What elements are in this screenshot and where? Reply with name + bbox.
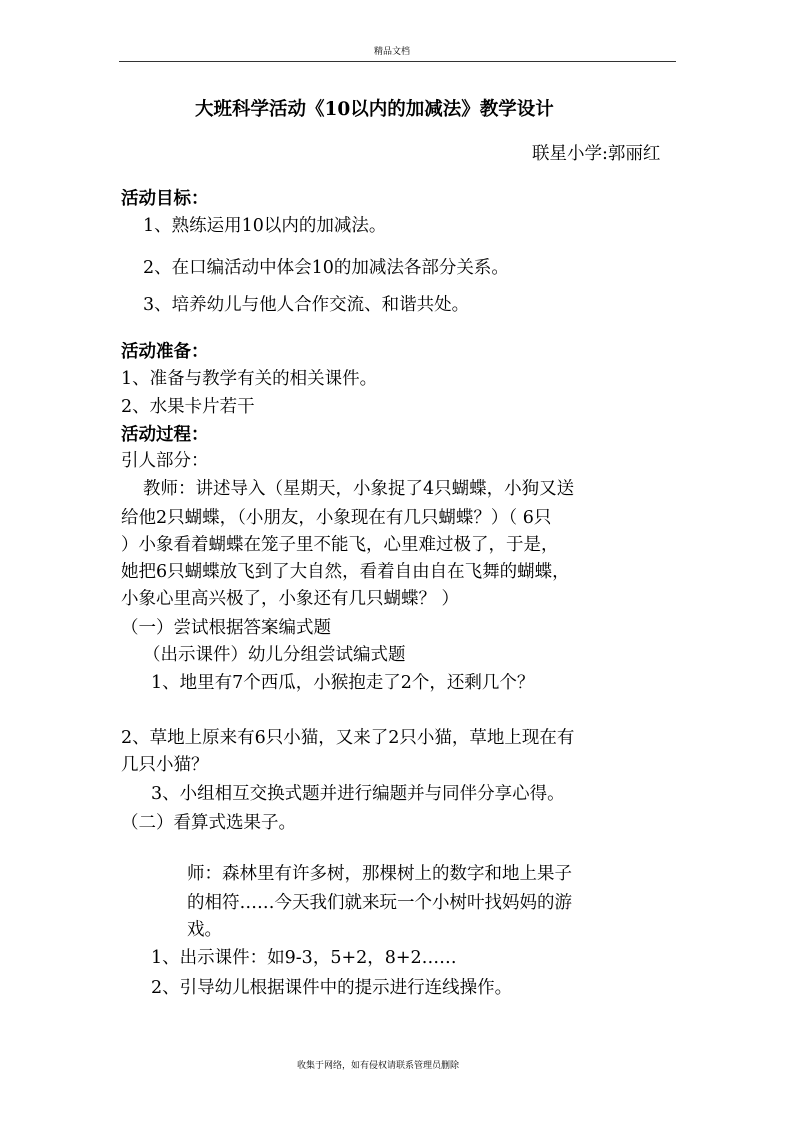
teacher-line: 的相符……今天我们就来玩一个小树叶找妈妈的游 (187, 893, 572, 913)
story-line: 给他2只蝴蝶，（小朋友，小象现在有几只蝴蝶？）（ 6只 (121, 508, 552, 528)
goal-item: 1、熟练运用10以内的加减法。 (143, 216, 387, 236)
step-2: 2、引导幼儿根据课件中的提示进行连线操作。 (151, 978, 513, 998)
goal-item: 2、在口编活动中体会10的加减法各部分关系。 (143, 258, 509, 278)
step-1: 1、出示课件：如9-3，5+2，8+2…… (151, 948, 457, 968)
story-line: ）小象看着蝴蝶在笼子里不能飞，心里难过极了，于是， (121, 535, 559, 555)
process-heading: 活动过程： (121, 425, 209, 445)
intro-label: 引人部分： (121, 451, 209, 471)
teacher-line: 师：森林里有许多树，那棵树上的数字和地上果子 (187, 864, 572, 884)
question-3: 3、小组相互交换式题并进行编题并与同伴分享心得。 (151, 784, 565, 804)
goals-heading: 活动目标： (121, 189, 209, 209)
part1-subtitle: （出示课件）幼儿分组尝试编式题 (143, 645, 406, 665)
teacher-line: 戏。 (187, 920, 222, 940)
document-title: 大班科学活动《10以内的加减法》教学设计 (195, 99, 554, 120)
page-header: 精品文档 (374, 47, 411, 57)
story-line: 教师：讲述导入（星期天，小象捉了4只蝴蝶，小狗又送 (143, 479, 575, 499)
author-line: 联星小学:郭丽红 (532, 144, 661, 164)
story-line: 她把6只蝴蝶放飞到了大自然，看着自由自在飞舞的蝴蝶， (121, 562, 570, 582)
prep-heading: 活动准备： (121, 342, 209, 362)
prep-item: 1、准备与教学有关的相关课件。 (121, 369, 378, 389)
page-footer: 收集于网络，如有侵权请联系管理员删除 (297, 1061, 460, 1071)
part2-heading: （二）看算式选果子。 (121, 813, 296, 833)
question-2-line: 几只小猫？ (121, 755, 209, 775)
question-2-line: 2、草地上原来有6只小猫，又来了2只小猫，草地上现在有 (121, 728, 575, 748)
part1-heading: （一）尝试根据答案编式题 (121, 618, 331, 638)
prep-item: 2、水果卡片若干 (121, 397, 255, 417)
question-1: 1、地里有7个西瓜，小猴抱走了2个，还剩几个？ (151, 673, 535, 693)
header-rule (119, 61, 676, 62)
story-line: 小象心里高兴极了，小象还有几只蝴蝶？ ） (121, 589, 460, 609)
goal-item: 3、培养幼儿与他人合作交流、和谐共处。 (143, 295, 470, 315)
